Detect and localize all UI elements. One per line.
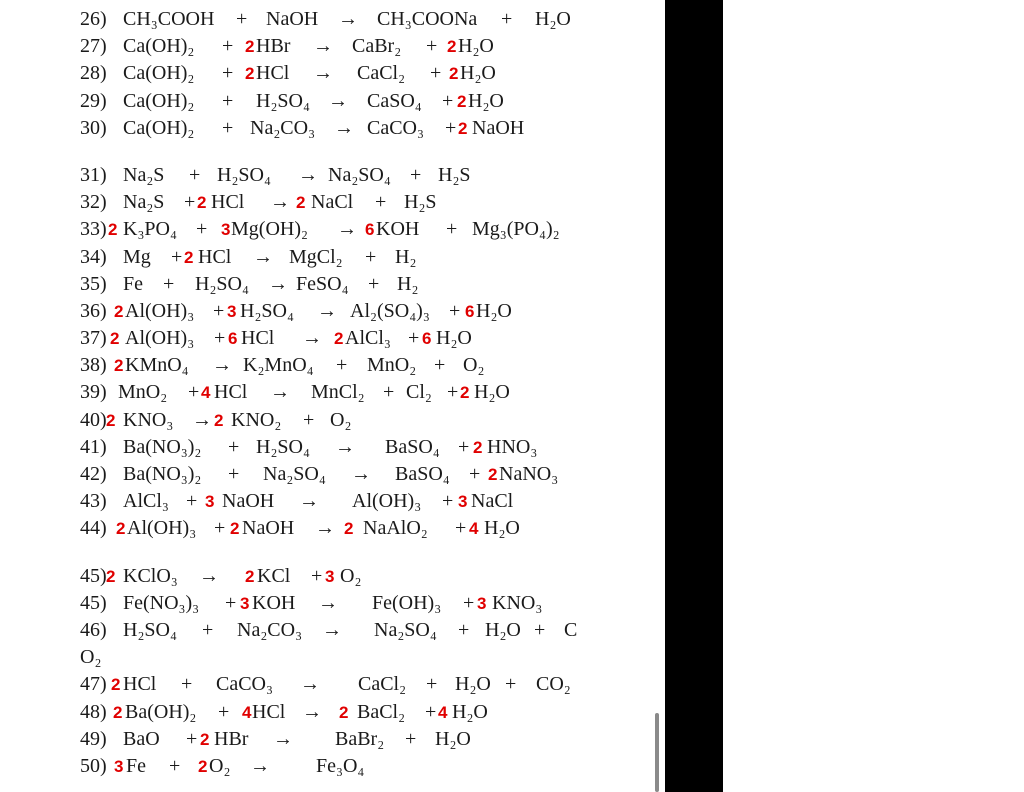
equation-term: CaBr₂	[352, 35, 402, 58]
equation-term: +	[184, 191, 196, 214]
equation-term: +	[218, 700, 230, 723]
equation-number: 32)	[80, 191, 107, 214]
coefficient-annotation: 2	[245, 37, 255, 57]
equation-term: +	[188, 381, 200, 404]
equation-term: H₂SO₄	[217, 163, 271, 186]
equation-term: Fe	[126, 754, 146, 777]
coefficient-annotation: 2	[245, 64, 255, 84]
equation-number: 45)	[80, 564, 107, 587]
equation-term: BaSO₄	[395, 463, 450, 485]
equation-term: KClO₃	[123, 564, 178, 587]
equation-row	[80, 488, 660, 515]
equation-term: →	[313, 35, 333, 58]
equation-term: O₂	[80, 646, 102, 669]
equation-term: +	[303, 408, 315, 431]
equation-term: Ca(OH)₂	[123, 116, 195, 139]
equation-term: H₂SO₄	[123, 618, 177, 641]
coefficient-annotation: 2	[458, 118, 468, 138]
equation-term: FeSO₄	[296, 272, 349, 295]
equation-row	[80, 407, 660, 434]
equation-term: KNO₃	[492, 591, 543, 614]
coefficient-annotation: 2	[449, 64, 459, 84]
equation-number: 41)	[80, 435, 107, 458]
equation-term: →	[338, 8, 358, 30]
equation-term: +	[458, 435, 470, 458]
coefficient-annotation: 2	[296, 193, 306, 213]
coefficient-annotation: 2	[334, 329, 344, 349]
equation-term: Na₂CO₃	[237, 618, 303, 641]
equation-number: 48)	[80, 700, 107, 723]
equation-term: HCl	[252, 700, 286, 723]
coefficient-annotation: 2	[197, 193, 207, 213]
equation-term: Al(OH)₃	[352, 490, 422, 513]
equation-term: +	[368, 272, 380, 295]
equation-term: →	[313, 62, 333, 85]
equation-term: +	[163, 272, 175, 295]
equation-number: 44)	[80, 517, 107, 540]
equation-term: +	[442, 490, 454, 513]
equation-row	[80, 726, 660, 753]
equation-term: +	[214, 327, 226, 350]
equation-term: Fe₃O₄	[316, 754, 365, 777]
coefficient-annotation: 2	[214, 410, 224, 430]
equation-term: H₂S	[438, 163, 471, 186]
coefficient-annotation: 6	[422, 329, 432, 349]
equation-term: →	[270, 191, 290, 214]
equation-row	[80, 434, 660, 461]
equation-number: 27)	[80, 35, 107, 58]
section-gap	[80, 142, 660, 162]
equation-row	[80, 6, 660, 33]
equation-term: H₂O	[452, 700, 488, 723]
equation-term: →	[335, 435, 355, 458]
equation-row	[80, 189, 660, 216]
equation-term: →	[250, 754, 270, 777]
equation-term: +	[214, 517, 226, 540]
equation-term: NaCl	[311, 191, 354, 214]
coefficient-annotation: 2	[473, 437, 483, 457]
equation-row	[80, 244, 660, 271]
equation-term: +	[469, 463, 481, 485]
equation-term: H₂SO₄	[195, 272, 249, 295]
equation-term: +	[434, 354, 446, 377]
coefficient-annotation: 3	[325, 566, 335, 586]
equation-term: →	[268, 272, 288, 295]
coefficient-annotation: 2	[488, 465, 498, 484]
coefficient-annotation: 2	[108, 220, 118, 240]
equation-term: HCl	[211, 191, 245, 214]
equation-term: H₂	[395, 245, 417, 268]
equation-term: CaCl₂	[357, 62, 406, 85]
equation-number: 49)	[80, 727, 107, 750]
equation-term: Cl₂	[406, 381, 432, 404]
equation-term: +	[171, 245, 183, 268]
equation-term: H₂O	[436, 327, 472, 350]
equation-term: H₂SO₄	[256, 89, 310, 112]
equation-term: CaCO₃	[216, 673, 273, 696]
equation-term: HBr	[256, 35, 291, 58]
equation-term: Ba(OH)₂	[125, 700, 197, 723]
coefficient-annotation: 2	[230, 519, 240, 539]
equation-term: MnCl₂	[311, 381, 365, 404]
equation-number: 45)	[80, 591, 107, 614]
equation-number: 50)	[80, 754, 107, 777]
coefficient-annotation: 3	[458, 492, 468, 512]
equation-term: →	[302, 327, 322, 350]
coefficient-annotation: 3	[205, 492, 215, 512]
equation-term: +	[505, 673, 517, 696]
equation-term: Na₂SO₄	[328, 163, 391, 186]
equation-term: Mg₃(PO₄)₂	[472, 218, 560, 241]
coefficient-annotation: 2	[200, 729, 210, 749]
coefficient-annotation: 3	[227, 301, 237, 321]
equation-term: H₂SO₄	[240, 299, 294, 322]
equation-term: H₂O	[468, 89, 504, 112]
equation-term: +	[213, 299, 225, 322]
equation-term: H₂SO₄	[256, 435, 310, 458]
equation-term: BaSO₄	[385, 435, 440, 458]
equation-term: Al₂(SO₄)₃	[350, 299, 430, 322]
equation-term: BaBr₂	[335, 727, 385, 750]
equation-term: H₂O	[458, 35, 494, 58]
equation-term: +	[311, 564, 323, 587]
equation-row	[80, 563, 660, 590]
coefficient-annotation: 3	[221, 220, 231, 240]
equation-row	[80, 352, 660, 379]
equation-row	[80, 325, 660, 352]
equation-term: NaAlO₂	[363, 517, 428, 540]
coefficient-annotation: 2	[184, 247, 194, 267]
equation-term: +	[383, 381, 395, 404]
equation-term: H₂O	[476, 299, 512, 322]
coefficient-annotation: 2	[114, 301, 124, 321]
black-margin-band	[665, 0, 723, 792]
coefficient-annotation: 2	[198, 756, 208, 776]
equation-term: +	[336, 354, 348, 377]
coefficient-annotation: 3	[477, 593, 487, 613]
equation-term: →	[317, 299, 337, 322]
equation-number: 40)	[80, 408, 107, 431]
equation-row	[80, 753, 660, 780]
equation-term: HCl	[123, 673, 157, 696]
equation-term: →	[334, 116, 354, 139]
coefficient-annotation: 6	[228, 329, 238, 349]
equation-term: →	[328, 89, 348, 112]
equation-term: →	[302, 700, 322, 723]
equation-row	[80, 644, 660, 671]
equation-term: KMnO₄	[125, 354, 189, 377]
equation-term: Na₂SO₄	[374, 618, 437, 641]
coefficient-annotation: 6	[365, 220, 375, 240]
equation-term: +	[225, 591, 237, 614]
equation-term: +	[222, 116, 234, 139]
equation-term: +	[196, 218, 208, 241]
equation-term: Fe	[123, 272, 143, 295]
equation-term: +	[410, 163, 422, 186]
equation-term: AlCl₃	[345, 327, 391, 350]
equation-term: +	[228, 435, 240, 458]
coefficient-annotation: 2	[106, 410, 116, 430]
equation-term: O₂	[209, 754, 231, 777]
equation-term: AlCl₃	[123, 490, 169, 513]
equation-number: 39)	[80, 381, 107, 404]
equation-term: NaCl	[471, 490, 514, 513]
equation-term: +	[426, 673, 438, 696]
coefficient-annotation: 2	[110, 329, 120, 349]
equation-row	[80, 216, 660, 243]
equation-term: Ca(OH)₂	[123, 35, 195, 58]
equation-term: +	[408, 327, 420, 350]
equation-number: 28)	[80, 62, 107, 85]
coefficient-annotation: 4	[438, 702, 448, 722]
equation-term: →	[273, 727, 293, 750]
equation-row	[80, 115, 660, 142]
equation-term: +	[186, 490, 198, 513]
coefficient-annotation: 4	[242, 702, 252, 722]
equation-term: MgCl₂	[289, 245, 343, 268]
equation-term: KOH	[376, 218, 420, 241]
coefficient-annotation: 2	[460, 383, 470, 403]
equation-term: H₂S	[404, 191, 437, 214]
equation-term: +	[449, 299, 461, 322]
equation-row	[80, 162, 660, 189]
equation-term: →	[322, 618, 342, 641]
equation-term: Fe(OH)₃	[372, 591, 442, 614]
equation-number: 30)	[80, 116, 107, 139]
equation-term: H₂	[397, 272, 419, 295]
equation-term: +	[222, 62, 234, 85]
equation-number: 34)	[80, 245, 107, 268]
equation-term: CaCO₃	[367, 116, 424, 139]
equation-term: H₂O	[455, 673, 491, 696]
equation-term: +	[442, 89, 454, 112]
equation-term: →	[318, 591, 338, 614]
coefficient-annotation: 3	[240, 593, 250, 613]
equation-term: Ba(NO₃)₂	[123, 435, 202, 458]
coefficient-annotation: 6	[465, 301, 475, 321]
equation-term: →	[315, 517, 335, 540]
equation-term: MnO₂	[367, 354, 417, 377]
equation-term: +	[534, 618, 546, 641]
equation-number: 43)	[80, 490, 107, 513]
equation-number: 38)	[80, 354, 107, 377]
equation-term: →	[253, 245, 273, 268]
equation-term: +	[455, 517, 467, 540]
equation-term: +	[228, 463, 240, 485]
equation-row	[80, 671, 660, 698]
equation-term: +	[447, 381, 459, 404]
equation-term: Al(OH)₃	[127, 517, 197, 540]
equation-term: Al(OH)₃	[125, 327, 195, 350]
equation-number: 26)	[80, 8, 107, 30]
equation-number: 42)	[80, 463, 107, 485]
equation-term: Na₂S	[123, 163, 165, 186]
equation-term: Ca(OH)₂	[123, 62, 195, 85]
equation-term: +	[186, 727, 198, 750]
equation-term: O₂	[330, 408, 352, 431]
equation-term: CaCl₂	[358, 673, 407, 696]
coefficient-annotation: 3	[114, 756, 124, 776]
equation-term: H₂O	[460, 62, 496, 85]
equation-term: +	[202, 618, 214, 641]
equation-term: H₂O	[485, 618, 521, 641]
equation-term: Mg(OH)₂	[231, 218, 308, 241]
equation-term: +	[189, 163, 201, 186]
coefficient-annotation: 2	[116, 519, 126, 539]
equation-term: →	[351, 463, 371, 485]
equation-term: CO₂	[536, 673, 571, 696]
equation-term: KOH	[252, 591, 296, 614]
equation-term: K₂MnO₄	[243, 354, 314, 377]
coefficient-annotation: 4	[469, 519, 479, 539]
equation-term: →	[337, 218, 357, 241]
equation-term: NaOH	[472, 116, 525, 139]
equation-term: +	[463, 591, 475, 614]
equation-term: →	[300, 673, 320, 696]
coefficient-annotation: 2	[339, 702, 349, 722]
scrollbar-thumb[interactable]	[655, 713, 659, 792]
equation-term: HCl	[198, 245, 232, 268]
equation-term: +	[430, 62, 442, 85]
coefficient-annotation: 2	[457, 91, 467, 111]
equation-term: HCl	[241, 327, 275, 350]
coefficient-annotation: 2	[111, 675, 121, 695]
equation-term: O₂	[463, 354, 485, 377]
equation-term: Fe(NO₃)₃	[123, 591, 200, 614]
equation-term: K₃PO₄	[123, 218, 177, 241]
coefficient-annotation: 2	[447, 37, 457, 57]
equation-term: CaSO₄	[367, 89, 422, 112]
equation-term: NaOH	[222, 490, 275, 513]
equation-term: +	[181, 673, 193, 696]
equation-term: →	[212, 354, 232, 377]
coefficient-annotation: 2	[113, 702, 123, 722]
equation-term: +	[501, 8, 513, 30]
equation-term: NaNO₃	[499, 463, 559, 485]
equation-number: 37)	[80, 327, 107, 350]
coefficient-annotation: 2	[106, 566, 116, 586]
equation-term: H₂O	[535, 8, 571, 30]
equation-term: C	[564, 618, 578, 641]
equation-term: +	[236, 8, 248, 30]
equation-term: +	[375, 191, 387, 214]
equation-term: MnO₂	[118, 381, 168, 404]
equation-row	[80, 88, 660, 115]
equation-term: →	[199, 564, 219, 587]
equation-term: →	[298, 163, 318, 186]
equation-row	[80, 590, 660, 617]
equation-term: +	[405, 727, 417, 750]
equation-term: O₂	[340, 564, 362, 587]
equation-term: +	[169, 754, 181, 777]
equation-term: H₂O	[474, 381, 510, 404]
equation-number: 33)	[80, 218, 107, 241]
coefficient-annotation: 2	[344, 519, 354, 539]
equation-number: 46)	[80, 618, 107, 641]
equation-term: +	[426, 35, 438, 58]
equation-number: 29)	[80, 89, 107, 112]
equation-term: Na₂SO₄	[263, 463, 326, 485]
equation-term: H₂O	[435, 727, 471, 750]
equation-term: H₂O	[484, 517, 520, 540]
equation-number: 36)	[80, 299, 107, 322]
equation-number: 47)	[80, 673, 107, 696]
equation-term: +	[222, 89, 234, 112]
equation-term: Al(OH)₃	[125, 299, 195, 322]
equation-term: +	[365, 245, 377, 268]
equation-row	[80, 60, 660, 87]
equation-term: +	[222, 35, 234, 58]
equation-term: BaCl₂	[357, 700, 406, 723]
equation-number: 35)	[80, 272, 107, 295]
equation-row	[80, 33, 660, 60]
equation-term: Ca(OH)₂	[123, 89, 195, 112]
equation-term: HCl	[214, 381, 248, 404]
equation-term: Na₂CO₃	[250, 116, 316, 139]
equation-term: HCl	[256, 62, 290, 85]
equation-row	[80, 461, 660, 488]
equation-term: →	[299, 490, 319, 513]
equation-term: →	[270, 381, 290, 404]
coefficient-annotation: 2	[245, 566, 255, 586]
equation-term: +	[458, 618, 470, 641]
equation-row	[80, 298, 660, 325]
equation-term: CH₃COOH	[123, 8, 215, 30]
equation-term: NaOH	[266, 8, 319, 30]
equation-row	[80, 699, 660, 726]
equation-term: +	[425, 700, 437, 723]
equation-list	[80, 6, 660, 780]
equation-row	[80, 271, 660, 298]
equation-term: Mg	[123, 245, 151, 268]
equation-term: HBr	[214, 727, 249, 750]
equation-term: +	[446, 218, 458, 241]
equation-term: BaO	[123, 727, 160, 750]
equation-term: KNO₂	[231, 408, 282, 431]
equation-row	[80, 379, 660, 406]
equation-term: Na₂S	[123, 191, 165, 214]
equation-term: HNO₃	[487, 435, 538, 458]
section-gap	[80, 543, 660, 563]
equation-term: →	[192, 408, 212, 431]
equation-term: NaOH	[242, 517, 295, 540]
equation-term: KCl	[257, 564, 291, 587]
coefficient-annotation: 2	[114, 356, 124, 376]
equation-term: CH₃COONa	[377, 8, 478, 30]
equation-term: KNO₃	[123, 408, 174, 431]
equation-row	[80, 617, 660, 644]
equation-term: +	[445, 116, 457, 139]
equation-term: Ba(NO₃)₂	[123, 463, 202, 485]
equation-row	[80, 515, 660, 542]
coefficient-annotation: 4	[201, 383, 211, 403]
equation-number: 31)	[80, 163, 107, 186]
